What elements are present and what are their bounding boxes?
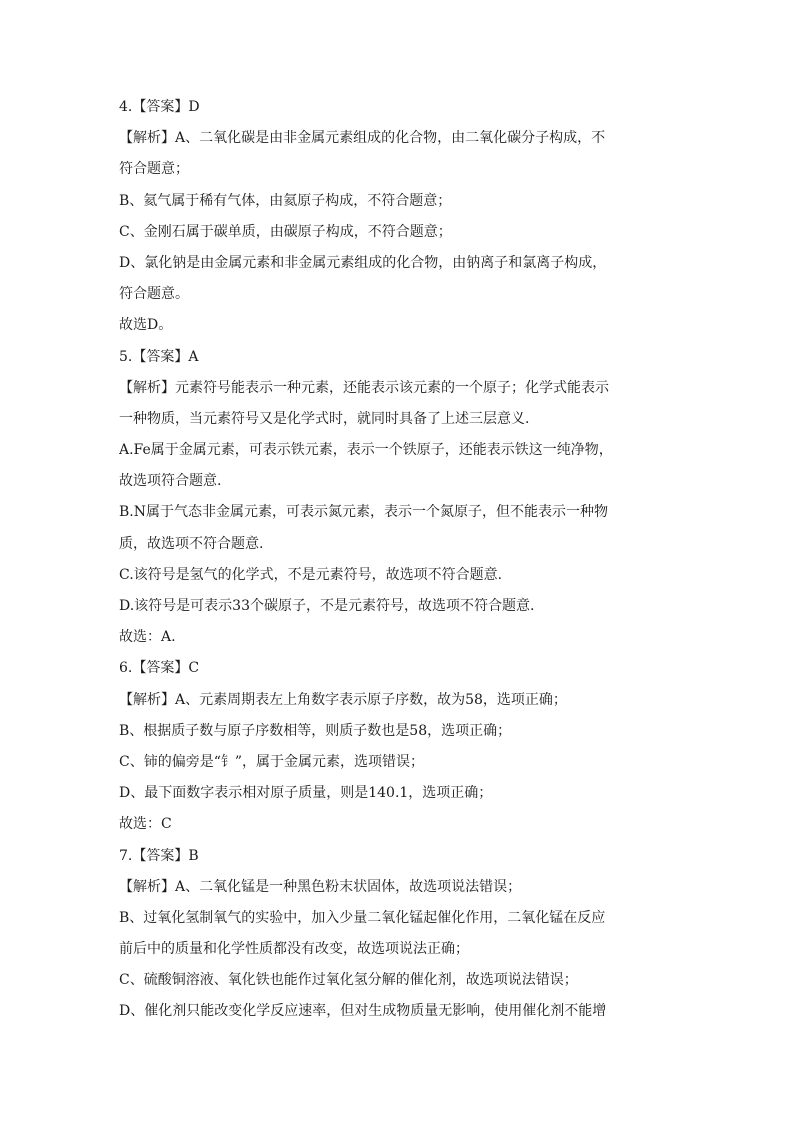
text-line: 【解析】A、元素周期表左上角数字表示原子序数，故为58，选项正确；	[119, 691, 567, 708]
text-line: D、最下面数字表示相对原子质量，则是140.1，选项正确；	[119, 785, 493, 802]
text-line: C、金刚石属于碳单质，由碳原子构成，不符合题意；	[119, 223, 452, 240]
text-line: B、氦气属于稀有气体，由氦原子构成，不符合题意；	[119, 192, 452, 209]
text-line: 故选：C	[119, 816, 172, 833]
text-line: 【解析】元素符号能表示一种元素，还能表示该元素的一个原子；化学式能表示	[119, 379, 609, 396]
text-line: A.Fe属于金属元素，可表示铁元素，表示一个铁原子，还能表示铁这一纯净物，	[119, 442, 613, 459]
text-line: C、硫酸铜溶液、氧化铁也能作过氧化氢分解的催化剂，故选项说法错误；	[119, 972, 578, 989]
text-line: 质，故选项不符合题意.	[119, 535, 264, 552]
text-line: B、根据质子数与原子序数相等，则质子数也是58，选项正确；	[119, 722, 512, 739]
text-line: 【解析】A、二氧化碳是由非金属元素组成的化合物，由二氧化碳分子构成，不	[119, 130, 606, 147]
text-line: 故选D。	[119, 317, 173, 334]
text-line: B.N属于气态非金属元素，可表示氮元素，表示一个氮原子，但不能表示一种物	[119, 504, 608, 521]
text-line: D、氯化钠是由金属元素和非金属元素组成的化合物，由钠离子和氯离子构成，	[119, 254, 607, 271]
text-line: 4.【答案】D	[119, 99, 200, 115]
text-line: D.该符号是可表示33个碳原子，不是元素符号，故选项不符合题意.	[119, 598, 535, 614]
text-line: 符合题意；	[119, 161, 189, 178]
text-line: C、铈的偏旁是“钅”，属于金属元素，选项错误；	[119, 753, 425, 770]
text-line: 6.【答案】C	[119, 660, 200, 677]
text-line: D、催化剂只能改变化学反应速率，但对生成物质量无影响，使用催化剂不能增	[119, 1003, 607, 1020]
text-line: C.该符号是氢气的化学式，不是元素符号，故选项不符合题意.	[119, 566, 503, 583]
text-line: 故选：A.	[119, 629, 176, 646]
text-line: 一种物质，当元素符号又是化学式时，就同时具备了上述三层意义.	[119, 410, 530, 427]
text-line: 故选项符合题意.	[119, 473, 222, 490]
text-line: 7.【答案】B	[119, 847, 199, 864]
text-line: 【解析】A、二氧化锰是一种黑色粉末状固体，故选项说法错误；	[119, 878, 522, 895]
answer-text-body	[119, 92, 679, 1028]
text-line: B、过氧化氢制氧气的实验中，加入少量二氧化锰起催化作用，二氧化锰在反应	[119, 909, 606, 926]
text-line: 符合题意。	[119, 286, 189, 303]
text-line: 前后中的质量和化学性质都没有改变，故选项说法正确；	[119, 941, 469, 958]
text-line: 5.【答案】A	[119, 348, 199, 365]
